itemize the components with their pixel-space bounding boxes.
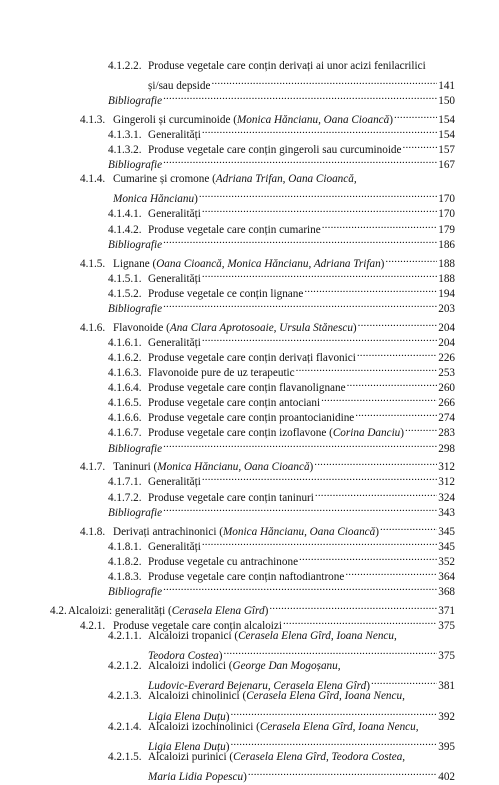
page-number: 154 xyxy=(438,114,455,127)
entry-authors-continued: Teodora Costea xyxy=(148,650,219,663)
toc-entry[interactable] xyxy=(108,59,455,74)
page-number: 188 xyxy=(438,272,455,285)
dot-leader xyxy=(163,233,437,248)
entry-title-continued: Ludovic-Everard Bejenaru, Cerasela Elena Gîrd) xyxy=(148,680,370,693)
title-text: Bibliografie xyxy=(108,442,163,455)
dot-leader xyxy=(394,108,437,123)
dot-leader xyxy=(202,123,437,138)
section-number: 4.1.6. xyxy=(80,321,106,334)
section-number: 4.1.6.4. xyxy=(108,382,142,395)
title-text: Alcaloizi indolici xyxy=(148,660,226,673)
toc-entry[interactable] xyxy=(108,218,455,236)
title-text: Gingeroli și curcuminoide xyxy=(113,114,231,127)
section-number: 4.1.7.2. xyxy=(108,491,142,504)
section-number: 4.1.2.2. xyxy=(108,60,142,72)
toc-entry[interactable] xyxy=(80,520,455,538)
title-text: Produse vegetale care conțin antociani xyxy=(148,397,321,410)
dot-leader xyxy=(199,187,437,202)
entry-title-continued: Ligia Elena Duțu) xyxy=(148,710,230,723)
dot-leader xyxy=(163,437,437,452)
title-text-continued: și/sau depside xyxy=(148,80,211,93)
toc-entry-continued[interactable] xyxy=(148,735,455,753)
entry-title-continued: Teodora Costea) xyxy=(148,650,223,663)
page-number: 345 xyxy=(438,540,455,553)
title-text: Alcaloizi purinici xyxy=(148,750,227,763)
dot-leader xyxy=(296,361,438,376)
entry-title: Produse vegetale care conțin izoflavone (Corina Danciu) xyxy=(148,427,405,440)
entry-authors-continued: Ludovic-Everard Bejenaru, Cerasela Elena Gîrd xyxy=(148,680,367,693)
entry-title: Gingeroli și curcuminoide (Monica Hăncianu, Oana Cioancă) xyxy=(113,114,393,127)
title-text: Cumarine și cromone xyxy=(113,173,210,186)
toc-entry[interactable] xyxy=(80,172,455,187)
dot-leader xyxy=(163,89,437,104)
title-text: Produse vegetale care conțin taninuri xyxy=(148,491,314,504)
section-number: 4.2.1.2. xyxy=(108,660,142,673)
toc-entry[interactable] xyxy=(80,614,455,632)
toc-entry[interactable] xyxy=(108,580,455,598)
title-text: Bibliografie xyxy=(108,302,163,315)
page-number: 274 xyxy=(438,412,455,425)
toc-entry[interactable] xyxy=(108,486,455,504)
dot-leader xyxy=(321,391,437,406)
dot-leader xyxy=(314,455,437,470)
entry-title-continued: Maria Lidia Popescu) xyxy=(148,770,247,783)
page-number: 395 xyxy=(438,740,455,753)
toc-entry[interactable] xyxy=(108,720,455,735)
entry-title: Flavonoide (Ana Clara Aprotosoaie, Ursula Stănescu) xyxy=(113,321,357,334)
dot-leader xyxy=(403,138,438,153)
section-number: 4.1.8.2. xyxy=(108,555,142,568)
entry-title xyxy=(108,506,162,521)
entry-title xyxy=(108,442,162,457)
page-number: 343 xyxy=(438,506,455,519)
page-number: 141 xyxy=(438,80,455,93)
entry-authors: Cerasela Elena Gîrd, Ioana Nencu, xyxy=(259,720,419,733)
toc-entry[interactable] xyxy=(108,550,455,568)
title-text: Produse vegetale ce conțin lignane xyxy=(148,287,304,300)
toc-entry[interactable] xyxy=(108,437,455,455)
section-number: 4.1.3.1. xyxy=(108,129,142,142)
title-text: Generalități xyxy=(148,336,201,349)
entry-title xyxy=(108,238,162,253)
page-number: 345 xyxy=(438,525,455,538)
entry-authors-continued: Ligia Elena Duțu xyxy=(148,710,226,723)
dot-leader xyxy=(299,550,437,565)
entry-authors: Adriana Trifan, Oana Cioancă, xyxy=(215,173,357,186)
title-text: Alcaloizi tropanici xyxy=(148,630,232,643)
entry-authors: Cerasela Elena Gîrd xyxy=(171,604,265,617)
entry-title: Alcaloizi tropanici (Cerasela Elena Gîrd, Ioana Nencu, xyxy=(148,630,397,643)
entry-title: Alcaloizi izochinolinici (Cerasela Elena Gîrd, Ioana Nencu, xyxy=(148,720,419,733)
title-text: Bibliografie xyxy=(108,506,163,519)
title-text: Generalități xyxy=(148,272,201,285)
entry-title xyxy=(148,59,426,74)
entry-authors: Ana Clara Aprotosoaie, Ursula Stănescu xyxy=(169,321,353,334)
title-text: Flavonoide xyxy=(113,321,164,334)
page-number: 204 xyxy=(438,321,455,334)
dot-leader xyxy=(405,421,437,436)
section-number: 4.1.7.1. xyxy=(108,476,142,489)
page-number: 402 xyxy=(438,770,455,783)
section-number: 4.1.6.2. xyxy=(108,351,142,364)
page-number: 150 xyxy=(438,95,455,108)
entry-authors: Cerasela Elena Gîrd, Teodora Costea, xyxy=(233,750,406,763)
page-number: 226 xyxy=(438,351,455,364)
entry-title: Cumarine și cromone (Adriana Trifan, Oana Cioancă, xyxy=(113,173,357,186)
toc-entry-continued[interactable] xyxy=(148,674,455,693)
toc-entry-continued[interactable] xyxy=(148,765,455,783)
title-text: Produse vegetale care conțin naftodiantrone xyxy=(148,570,345,583)
dot-leader xyxy=(202,267,437,282)
dot-leader xyxy=(163,153,437,168)
toc-entry[interactable] xyxy=(108,153,455,172)
dot-leader xyxy=(230,735,437,750)
entry-title: Alcaloizi purinici (Cerasela Elena Gîrd, Teodora Costea, xyxy=(148,750,406,763)
entry-authors: Monica Hăncianu, Oana Cioancă xyxy=(157,461,310,474)
entry-authors-continued: Monica Hăncianu xyxy=(113,193,195,206)
entry-authors: Monica Hăncianu, Oana Cioancă xyxy=(222,525,376,538)
title-text: Produse vegetale care conțin proantocianidine xyxy=(148,412,355,425)
entry-title xyxy=(108,158,162,173)
section-number: 4.2.1.1. xyxy=(108,630,142,643)
dot-leader xyxy=(283,614,437,629)
dot-leader xyxy=(380,520,437,535)
page-number: 298 xyxy=(438,442,455,455)
page-number: 364 xyxy=(438,570,455,583)
toc-entry[interactable] xyxy=(108,233,455,251)
section-number: 4.1.3. xyxy=(80,114,106,127)
toc-entry[interactable] xyxy=(108,659,455,674)
section-number: 4.1.8.3. xyxy=(108,570,142,583)
page-number: 260 xyxy=(438,382,455,395)
page-number: 392 xyxy=(438,710,455,723)
page-number: 157 xyxy=(438,144,455,157)
page-number: 186 xyxy=(438,238,455,251)
toc-entry[interactable] xyxy=(108,297,455,315)
title-text: Produse vegetale care conțin derivați flavonici xyxy=(148,351,356,364)
page-number: 312 xyxy=(438,476,455,489)
section-number: 4.1.7. xyxy=(80,461,106,474)
title-text: Alcaloizi izochinolinici xyxy=(148,720,254,733)
toc-entry[interactable] xyxy=(108,89,455,108)
toc-entry-continued[interactable] xyxy=(148,705,455,723)
dot-leader xyxy=(371,674,437,689)
entry-authors: Monica Hăncianu, Oana Cioancă xyxy=(236,114,390,127)
dot-leader xyxy=(269,599,437,614)
toc-entry[interactable] xyxy=(80,108,455,127)
toc-entry[interactable] xyxy=(80,316,455,334)
title-text: Generalități xyxy=(148,476,201,489)
toc-entry[interactable] xyxy=(108,750,455,765)
toc-entry[interactable] xyxy=(108,470,455,489)
page-number: 266 xyxy=(438,397,455,410)
toc-entry[interactable] xyxy=(108,501,455,519)
page-number: 154 xyxy=(438,129,455,142)
title-text: Taninuri xyxy=(113,461,151,474)
toc-entry[interactable] xyxy=(108,535,455,553)
dot-leader xyxy=(248,765,437,780)
dot-leader xyxy=(202,535,437,550)
page-number: 371 xyxy=(438,604,455,617)
dot-leader xyxy=(385,252,437,267)
dot-leader xyxy=(304,282,437,297)
page-number: 188 xyxy=(438,257,455,270)
title-text: Produse vegetale care conțin cumarine xyxy=(148,223,321,236)
title-text: Produse vegetale care conțin izoflavone xyxy=(148,427,327,440)
entry-title: Alcaloizi indolici (George Dan Mogoșanu, xyxy=(148,660,341,673)
dot-leader xyxy=(163,580,437,595)
page-number: 375 xyxy=(438,650,455,663)
page-number: 381 xyxy=(438,680,455,693)
page-number: 375 xyxy=(438,619,455,632)
section-number: 4.1.3.2. xyxy=(108,144,142,157)
toc-entry[interactable] xyxy=(108,361,455,379)
title-text: Derivați antrachinonici xyxy=(113,525,217,538)
entry-title: Taninuri (Monica Hăncianu, Oana Cioancă) xyxy=(113,461,314,474)
title-text: Bibliografie xyxy=(108,159,163,172)
toc-entry[interactable] xyxy=(108,123,455,142)
entry-title-continued: Monica Hăncianu) xyxy=(113,193,198,206)
dot-leader xyxy=(224,644,438,659)
page-number: 253 xyxy=(438,367,455,379)
dot-leader xyxy=(322,218,438,233)
section-number: 4.2.1. xyxy=(80,619,106,632)
section-number: 4.1.5.2. xyxy=(108,287,142,300)
section-number: 4.2.1.5. xyxy=(108,750,142,763)
title-text: Alcaloizi chinolinici xyxy=(148,690,240,703)
page-number: 194 xyxy=(438,287,455,300)
title-text: Bibliografie xyxy=(108,95,163,108)
page-number: 324 xyxy=(438,491,455,504)
section-number: 4.2.1.3. xyxy=(108,690,142,703)
page-number: 203 xyxy=(438,302,455,315)
page-number: 179 xyxy=(438,223,455,236)
section-number: 4.1.4. xyxy=(80,173,106,186)
toc-entry[interactable] xyxy=(80,455,455,474)
title-text: Produse vegetale care conțin flavanolignane xyxy=(148,382,346,395)
toc-entry[interactable] xyxy=(108,689,455,704)
toc-entry-continued[interactable] xyxy=(148,74,455,93)
dot-leader xyxy=(355,406,437,421)
dot-leader xyxy=(357,346,437,361)
section-number: 4.1.6.1. xyxy=(108,336,142,349)
section-number: 4.1.5. xyxy=(80,257,106,270)
dot-leader xyxy=(358,316,438,331)
section-number: 4.1.4.2. xyxy=(108,223,142,236)
toc-entry[interactable] xyxy=(108,421,455,440)
page-number: 283 xyxy=(438,427,455,440)
entry-authors: Corina Danciu xyxy=(332,427,401,440)
entry-authors-continued: Maria Lidia Popescu xyxy=(148,770,244,783)
toc-entry[interactable] xyxy=(108,267,455,285)
section-number: 4.2. xyxy=(50,604,67,617)
title-text: Generalități xyxy=(148,208,201,221)
title-text: Flavonoide pure de uz terapeutic xyxy=(148,367,295,379)
toc-entry[interactable] xyxy=(108,331,455,349)
entry-title: Lignane (Oana Cioancă, Monica Hăncianu, Adriana Trifan) xyxy=(113,257,385,270)
toc-entry[interactable] xyxy=(108,391,455,410)
toc-entry[interactable] xyxy=(108,629,455,644)
toc-entry[interactable] xyxy=(50,599,455,617)
entry-title xyxy=(108,94,162,109)
page-number: 204 xyxy=(438,336,455,349)
toc-entry[interactable] xyxy=(108,565,455,583)
entry-authors: Cerasela Elena Gîrd, Ioana Nencu, xyxy=(246,690,405,703)
dot-leader xyxy=(315,486,437,501)
page-number: 170 xyxy=(438,193,455,206)
page-number: 352 xyxy=(438,555,455,568)
section-number: 4.1.5.1. xyxy=(108,272,142,285)
title-text: Lignane xyxy=(113,257,150,270)
title-text: Produse vegetale care conțin alcaloizi xyxy=(113,619,282,632)
toc-entry[interactable] xyxy=(80,252,455,270)
section-number: 4.1.6.7. xyxy=(108,427,142,440)
section-number: 4.1.8. xyxy=(80,525,106,538)
entry-title-continued: Ligia Elena Duțu) xyxy=(148,740,230,753)
dot-leader xyxy=(202,202,437,217)
dot-leader xyxy=(345,565,437,580)
entry-title xyxy=(108,302,162,317)
title-text: Generalități xyxy=(148,129,201,142)
toc-entry[interactable] xyxy=(108,202,455,221)
title-text: Produse vegetale care conțin derivați ai unor acizi fenilacrilici xyxy=(148,60,426,72)
toc-entry[interactable] xyxy=(108,376,455,395)
section-number: 4.1.6.5. xyxy=(108,397,142,410)
toc-entry[interactable] xyxy=(108,138,455,157)
page-number: 170 xyxy=(438,208,455,221)
entry-title: Alcaloizi: generalități (Cerasela Elena Gîrd) xyxy=(68,604,269,617)
entry-authors: Cerasela Elena Gîrd, Ioana Nencu, xyxy=(238,630,397,643)
entry-authors: Oana Cioancă, Monica Hăncianu, Adriana Trifan xyxy=(156,257,381,270)
entry-authors-continued: Ligia Elena Duțu xyxy=(148,740,226,753)
entry-title: Derivați antrachinonici (Monica Hăncianu, Oana Cioancă) xyxy=(113,525,379,538)
entry-authors: George Dan Mogoșanu, xyxy=(232,660,341,673)
dot-leader xyxy=(163,297,437,312)
section-number: 4.1.8.1. xyxy=(108,540,142,553)
section-number: 4.1.6.6. xyxy=(108,412,142,425)
title-text: Alcaloizi: generalități xyxy=(68,604,166,617)
dot-leader xyxy=(163,501,437,516)
dot-leader xyxy=(230,705,437,720)
section-number: 4.1.4.1. xyxy=(108,208,142,221)
toc-entry[interactable] xyxy=(108,406,455,425)
title-text: Bibliografie xyxy=(108,585,163,598)
title-text: Bibliografie xyxy=(108,238,163,251)
dot-leader xyxy=(347,376,438,391)
entry-title: Alcaloizi chinolinici (Cerasela Elena Gîrd, Ioana Nencu, xyxy=(148,690,405,703)
section-number: 4.1.6.3. xyxy=(108,367,142,379)
toc-entry[interactable] xyxy=(108,346,455,364)
title-text: Generalități xyxy=(148,540,201,553)
toc-entry-continued[interactable] xyxy=(113,187,455,206)
title-text: Produse vegetale cu antrachinone xyxy=(148,555,299,568)
dot-leader xyxy=(211,74,437,89)
page-number: 368 xyxy=(438,585,455,598)
dot-leader xyxy=(202,331,437,346)
page-number: 167 xyxy=(438,159,455,172)
dot-leader xyxy=(202,470,437,485)
entry-title xyxy=(108,585,162,600)
toc-entry-continued[interactable] xyxy=(148,644,455,663)
title-text: Produse vegetale care conțin gingeroli sau curcuminoide xyxy=(148,144,402,157)
page-number: 312 xyxy=(438,461,455,474)
section-number: 4.2.1.4. xyxy=(108,720,142,733)
toc-entry[interactable] xyxy=(108,282,455,300)
